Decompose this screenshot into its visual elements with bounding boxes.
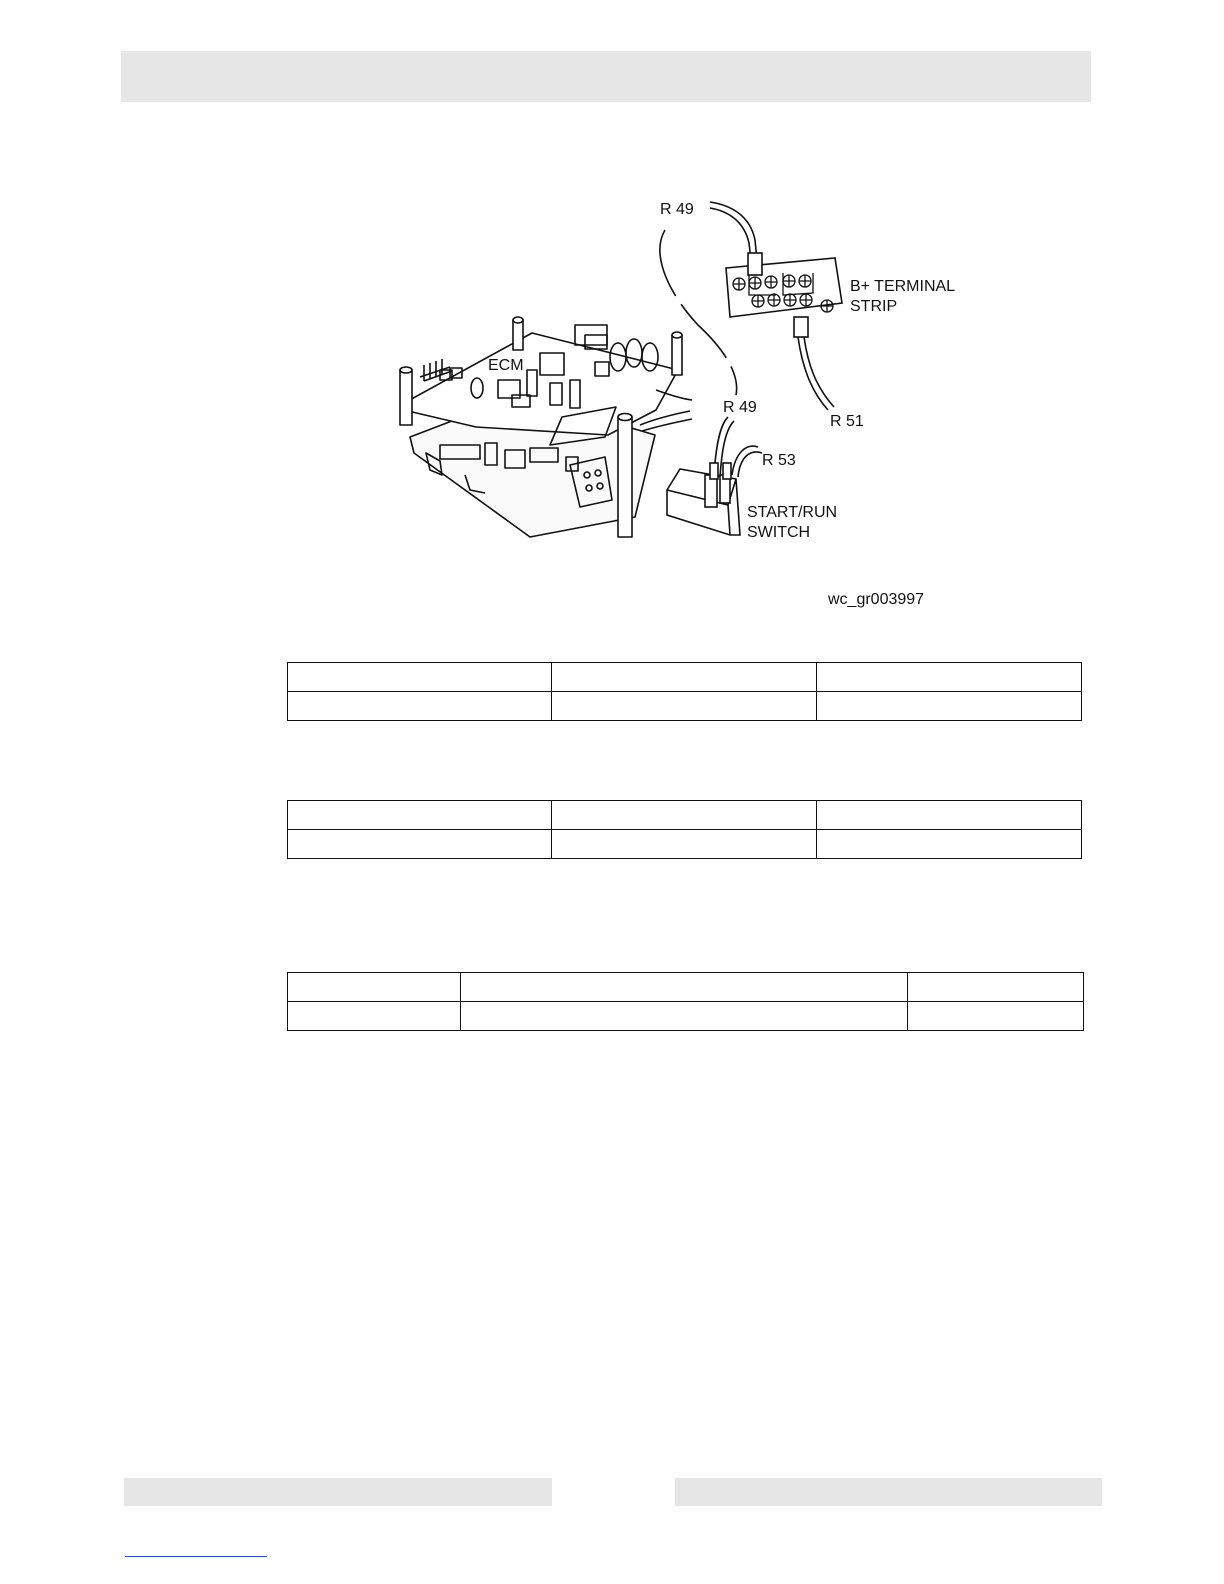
table-cell [288,973,461,1002]
table-cell [288,1002,461,1031]
table-cell [552,663,817,692]
standoff [400,370,412,425]
start-run-switch [667,463,740,535]
label-r49-mid: R 49 [723,399,757,416]
label-r49-top: R 49 [660,201,694,218]
spec-table-1 [287,662,1082,721]
table-row [288,663,1082,692]
table-cell [908,1002,1084,1031]
ecm-upper-board [406,333,678,435]
standoff [513,320,523,350]
table-row [288,830,1082,859]
standoff [672,335,682,375]
table-cell [461,973,908,1002]
wiring-figure [380,185,1000,615]
page-header-bar [121,51,1091,102]
table-row [288,692,1082,721]
table-cell [817,663,1082,692]
label-ecm: ECM [488,357,524,374]
table-cell [288,692,552,721]
label-terminal-strip-1: B+ TERMINAL [850,278,956,295]
label-switch-2: SWITCH [747,524,811,541]
table-cell [552,801,817,830]
label-r53: R 53 [762,452,796,469]
table-cell [461,1002,908,1031]
table-cell [288,663,552,692]
table-cell [552,830,817,859]
table-cell [908,973,1084,1002]
table-cell [817,830,1082,859]
table-cell [817,692,1082,721]
footer-link-underline[interactable] [125,1556,267,1557]
table-row [288,801,1082,830]
spec-table-2 [287,800,1082,859]
label-switch-1: START/RUN [747,504,838,521]
table-cell [288,801,552,830]
table-cell [288,830,552,859]
b-plus-terminal-strip [726,258,842,317]
label-terminal-strip-2: STRIP [850,298,898,315]
page-footer-left [124,1478,552,1506]
table-cell [552,692,817,721]
table-cell [817,801,1082,830]
page-footer-right [675,1478,1102,1506]
table-row [288,973,1084,1002]
label-r51: R 51 [830,413,864,430]
standoff [618,417,632,537]
graphic-id: wc_gr003997 [828,591,925,608]
spec-table-3 [287,972,1084,1031]
table-row [288,1002,1084,1031]
wiring-diagram [380,185,1000,615]
